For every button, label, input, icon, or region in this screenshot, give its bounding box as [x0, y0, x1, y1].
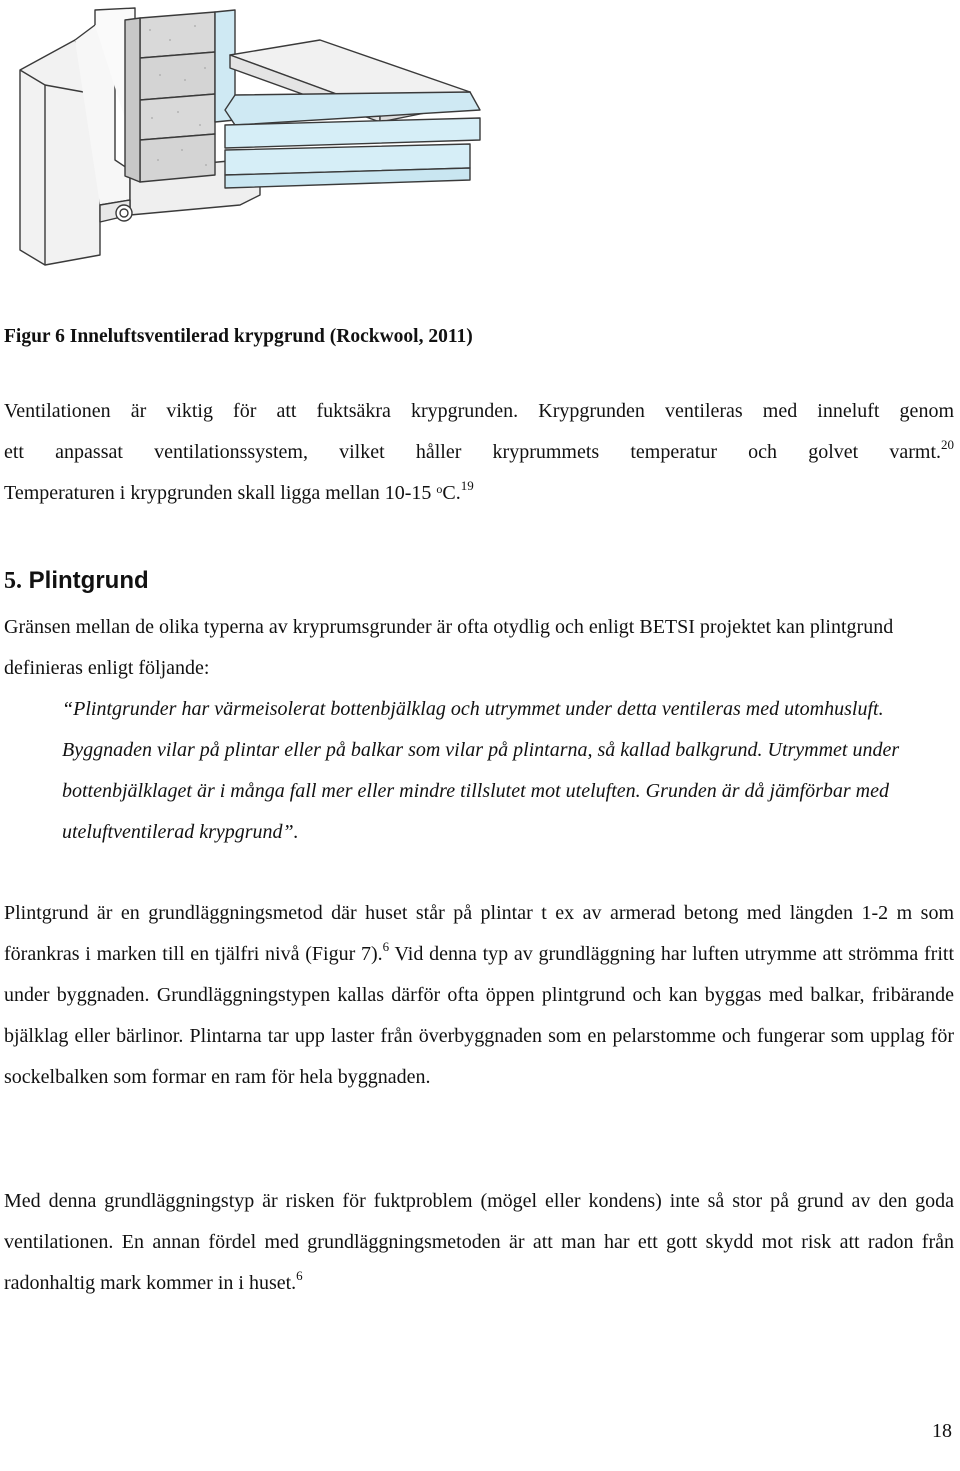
crawl-space-figure	[0, 0, 520, 275]
footnote-ref: 19	[460, 478, 474, 493]
paragraph-plintgrund	[4, 893, 954, 1098]
degree-sign: o	[436, 482, 443, 496]
paragraph-ventilation	[4, 391, 954, 514]
unit-text: C.	[442, 482, 461, 504]
figure-caption: Figur 6 Inneluftsventilerad krypgrund (Rockwool, 2011)	[4, 326, 473, 347]
text-line: Temperaturen i krypgrunden skall ligga mellan 10-15	[4, 482, 437, 504]
paragraph-text: Med denna grundläggningstyp är risken för fuktproblem (mögel eller kondens) inte så stor på grund av den goda ventilationen. En annan fördel med grundläggningsmetoden är att man har ett gott skydd mot risk att radon från radonhaltig mark kommer in i huset.	[4, 1190, 954, 1294]
text-line: Ventilationen är viktig för att fuktsäkra krypgrunden. Krypgrunden ventileras med inneluft genom	[4, 400, 954, 422]
paragraph-intro	[4, 607, 954, 689]
block-quote: “Plintgrunder har värmeisolerat bottenbjälklag och utrymmet under detta ventileras med utomhusluft. Byggnaden vilar på plintar eller på balkar som vilar på plintarna, så kallad balkgrund. Utrymmet under bottenbjälklaget är i många fall mer eller mindre tillslutet mot uteluften. Grunden är då jämförbar med uteluftventilerad krypgrund”.	[62, 698, 900, 843]
text-line: ett anpassat ventilationssystem, vilket håller kryprummets temperatur och golvet varmt.	[4, 441, 941, 463]
paragraph-advantages	[4, 1181, 954, 1304]
page-number: 18	[932, 1420, 952, 1442]
section-number: 5.	[4, 568, 22, 594]
section-heading	[4, 562, 954, 600]
paragraph-line	[4, 432, 954, 473]
paragraph-line	[4, 473, 954, 514]
section-title: Plintgrund	[28, 567, 149, 594]
footnote-ref: 6	[296, 1268, 303, 1283]
paragraph-text: Vid denna typ av grundläggning har luften utrymme att strömma fritt under byggnaden. Grundläggningstypen kallas därför ofta öppen plintgrund och kan byggas med balkar, fribärande bjälklag eller bärlinor. Plintarna tar upp laster från överbyggnaden som en pelarstomme och fungerar som upplag för sockelbalken som formar en ram för hela byggnaden.	[4, 943, 954, 1088]
footnote-ref: 6	[382, 939, 390, 954]
paragraph-line	[4, 391, 954, 432]
paragraph-text: Plintgrund är en grundläggningsmetod där huset står på plintar t ex av armerad betong med längden 1-2 m som förankras i marken till en tjälfri nivå (Figur 7).	[4, 902, 954, 965]
footnote-ref: 20	[941, 437, 954, 452]
paragraph-text: Gränsen mellan de olika typerna av kryprumsgrunder är ofta otydlig och enligt BETSI projektet kan plintgrund definieras enligt följande:	[4, 616, 894, 679]
